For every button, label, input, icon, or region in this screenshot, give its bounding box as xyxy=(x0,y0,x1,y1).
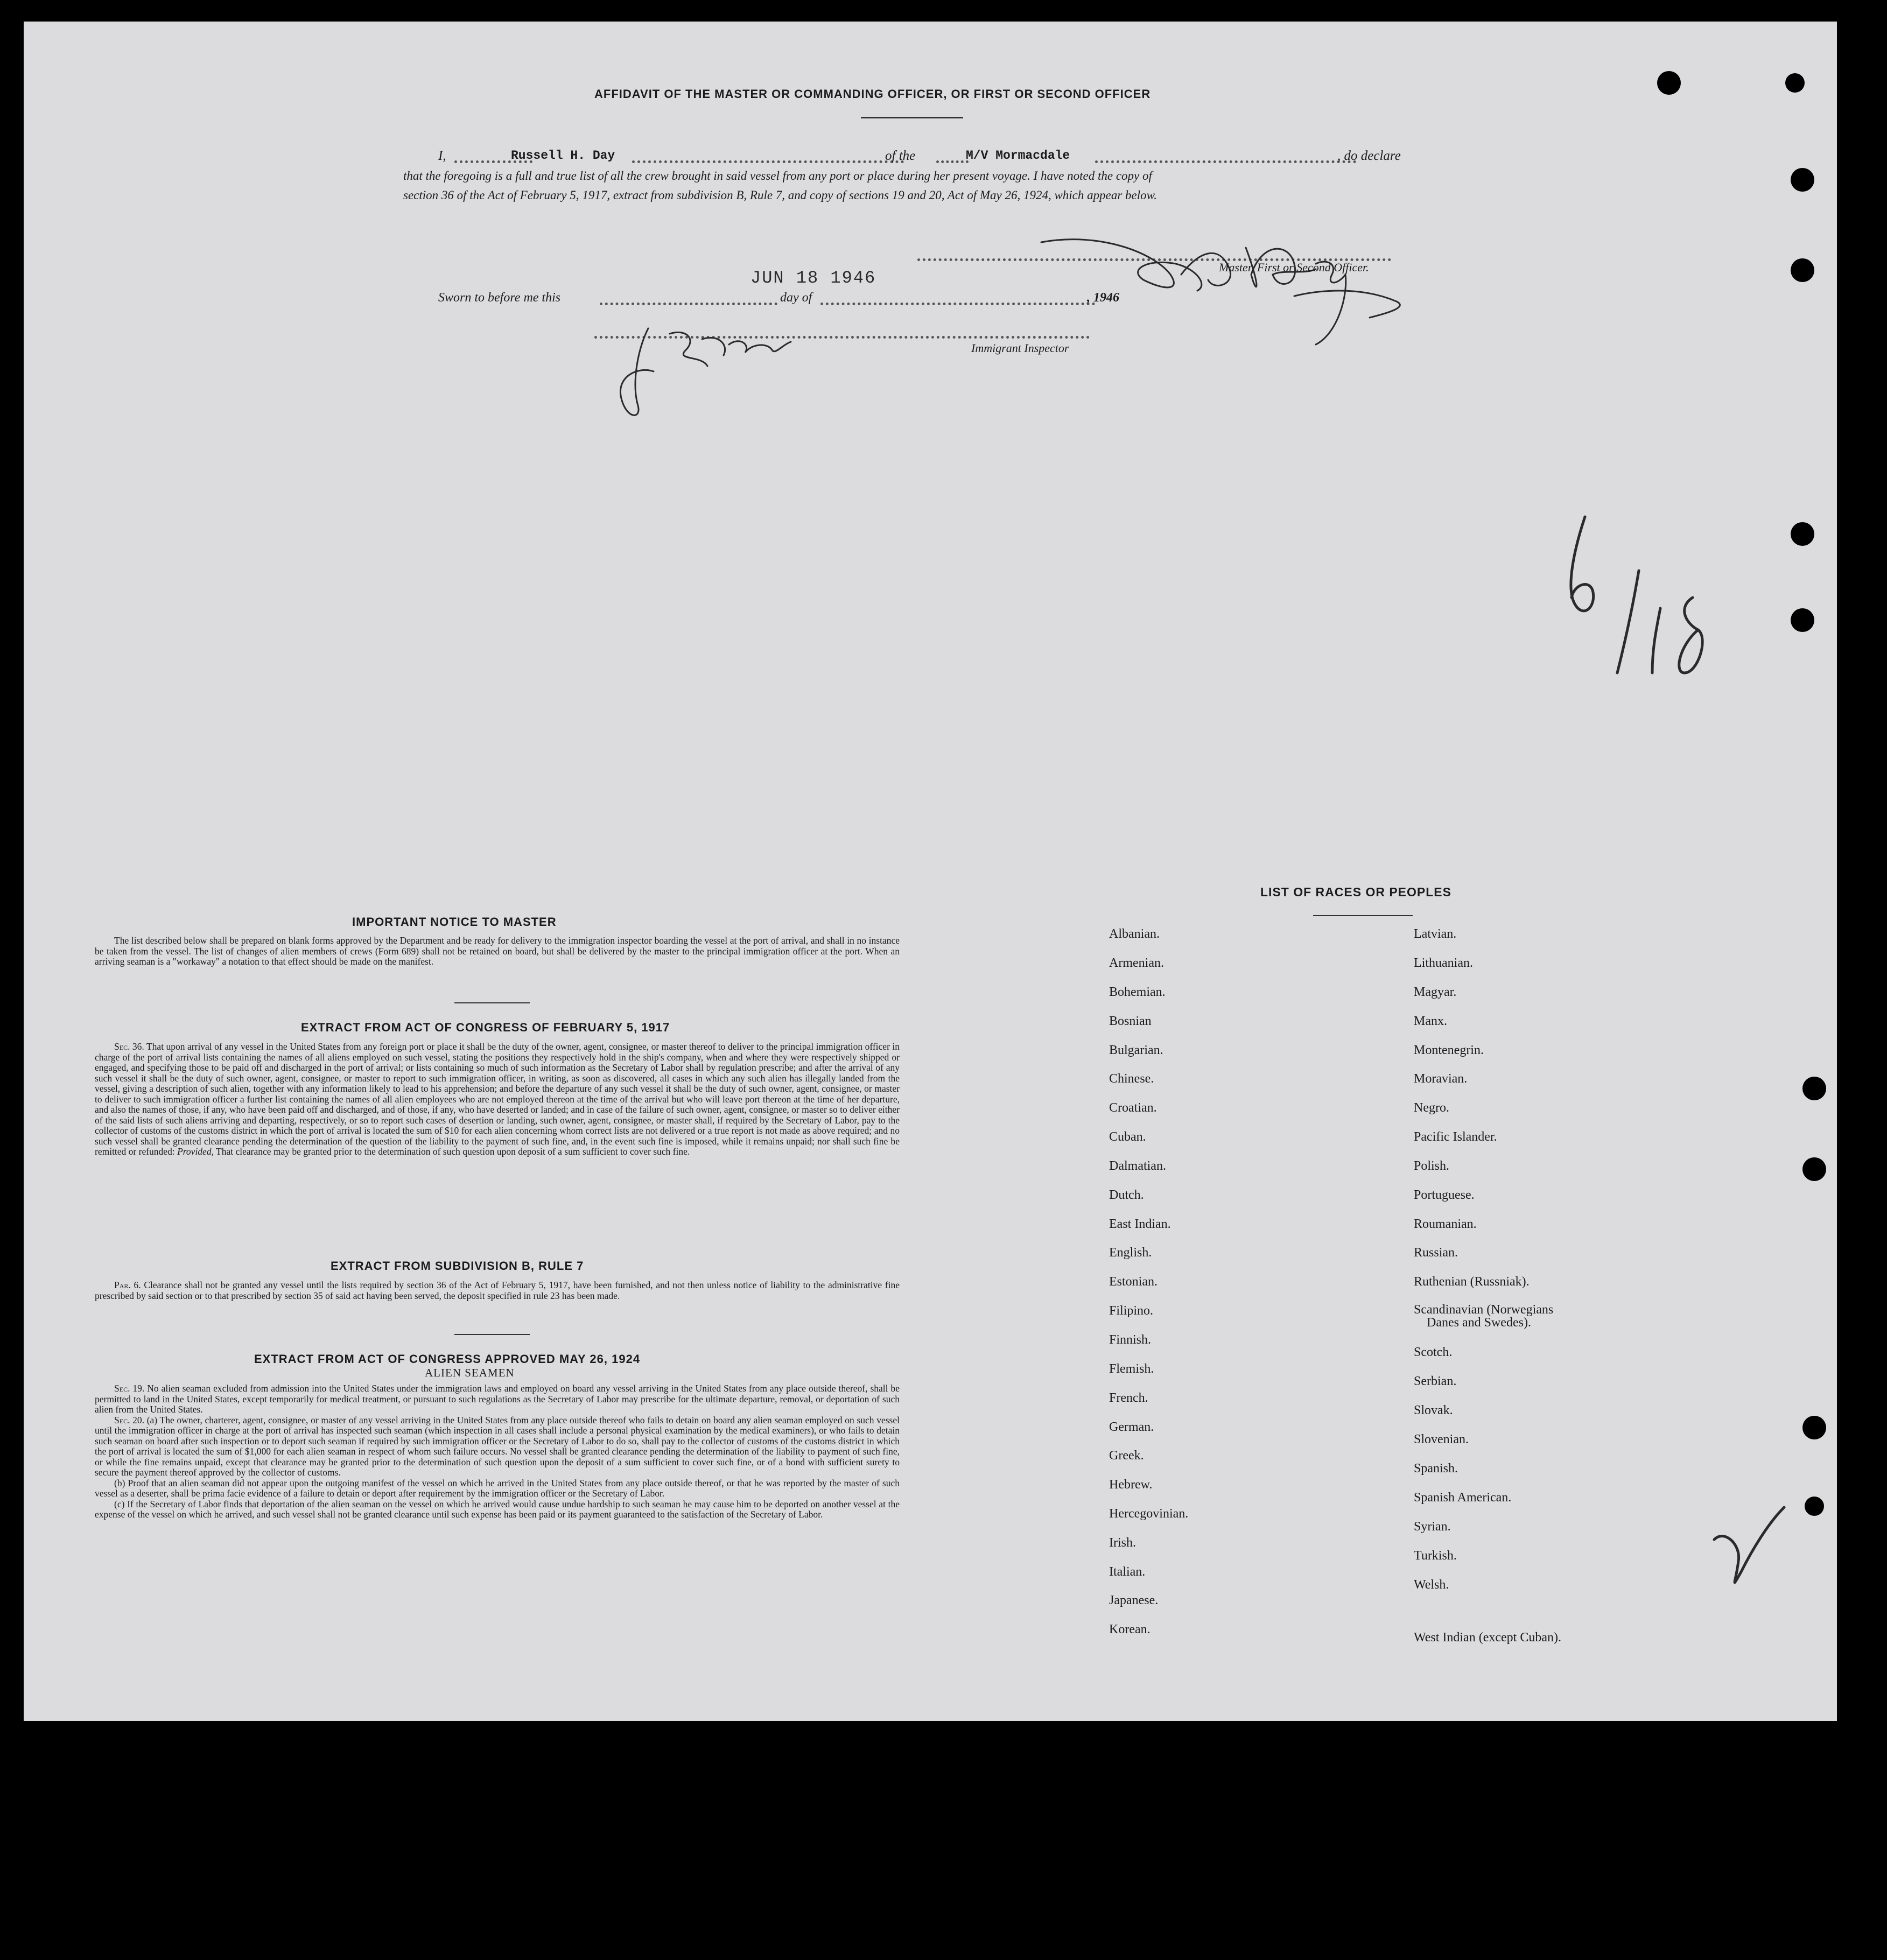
race-left: East Indian. xyxy=(1109,1217,1171,1231)
extract-1924-text: Sec. 19. No alien seaman excluded from admission into the United States under the immigration laws and employed on board any vessel arriving in the United States from any place outside thereof, shall be permitted to land in the United States, except temporarily for medical treatment, or pursuant to such regulations as the Secretary of Labor may prescribe for the ultimate departure, removal, or deportation of such alien from the United States. Sec. 20. (a) The owner, charterer, agent, consignee, or master of any vessel arriving in the United States from any place outside thereof who fails to detain on board any alien seaman employed on such vessel until the immigration officer in charge at the port of arrival has inspected such seaman (which inspection in all cases shall include a personal physical examination by the medical examiners), or who fails to detain such seaman on board after such inspection or to deport such seaman if required by such immigration officer or the Secretary of Labor to do so, shall pay to the collector of customs of the customs district in which the port of arrival is located the sum of $1,000 for each alien seaman in respect of whom such failure occurs. No vessel shall be granted clearance pending the determination of the liability to payment of such fine, or while the fine remains unpaid, except that clearance may be granted prior to the determination of such question upon the deposit of a sum sufficient to cover such fine, or of a bond with sufficient surety to secure the payment thereof approved by the collector of customs. (b) Proof that an alien seaman did not appear upon the outgoing manifest of the vessel on which he arrived in the United States from any place outside thereof, or that he was reported by the master of such vessel as a deserter, shall be prima facie evidence of a failure to detain or deport after requirement by the immigration officer or the Secretary of Labor. (c) If the Secretary of Labor finds that deportation of the alien seaman on the vessel on which he arrived would cause undue hardship to such seaman he may cause him to be deported on another vessel at the expense of the vessel on which he arrived, and such vessel shall not be granted clearance until such expense has been paid or its payment guaranteed to the satisfaction of the Secretary of Labor. xyxy=(95,1383,900,1520)
race-left: Bulgarian. xyxy=(1109,1043,1163,1057)
race-left: Flemish. xyxy=(1109,1362,1154,1376)
race-right: Negro. xyxy=(1414,1101,1449,1115)
date-stamp: JUN 18 1946 xyxy=(750,268,876,288)
race-left: Estonian. xyxy=(1109,1275,1158,1289)
race-right: Scandinavian (Norwegians xyxy=(1414,1303,1554,1317)
race-left: Hercegovinian. xyxy=(1109,1507,1189,1521)
binder-hole xyxy=(1657,71,1681,95)
handwritten-margin-note xyxy=(1553,495,1714,700)
section-label: Sec. 19. xyxy=(114,1383,145,1394)
binder-hole xyxy=(1791,522,1814,546)
race-right: Russian. xyxy=(1414,1246,1458,1260)
races-divider xyxy=(1313,915,1413,916)
race-right: Spanish. xyxy=(1414,1462,1458,1476)
vessel-name: M/V Mormacdale xyxy=(966,149,1070,163)
race-left: Hebrew. xyxy=(1109,1478,1153,1492)
section-label: Sec. 20. xyxy=(114,1414,145,1425)
race-right: Turkish. xyxy=(1414,1549,1457,1563)
race-right: Danes and Swedes). xyxy=(1427,1316,1531,1330)
extract-1924-title: EXTRACT FROM ACT OF CONGRESS APPROVED MAY 26, 1924 xyxy=(254,1352,641,1366)
race-right: Ruthenian (Russniak). xyxy=(1414,1275,1530,1289)
notice-text: The list described below shall be prepared on blank forms approved by the Department and be ready for delivery to the immigration inspector boarding the vessel at the port of arrival, and shall in no instance be taken from the vessel. The list of changes of alien members of crews (Form 689) shall not be retained on board, but shall be delivered by the master to the principal immigration officer at the port. When an arriving seaman is a "workaway" a notation to that effect should be made on the manifest. xyxy=(95,935,900,967)
inspector-caption: Immigrant Inspector xyxy=(971,341,1069,355)
race-left: Italian. xyxy=(1109,1565,1146,1579)
race-right: Scotch. xyxy=(1414,1345,1453,1359)
affidavit-i-label: I, xyxy=(438,149,446,163)
inspector-signature xyxy=(605,312,799,431)
race-left: Finnish. xyxy=(1109,1333,1152,1347)
race-right: Roumanian. xyxy=(1414,1217,1477,1231)
binder-hole xyxy=(1791,168,1814,192)
race-right: Montenegrin. xyxy=(1414,1043,1484,1057)
section-divider xyxy=(454,1002,530,1003)
document-page xyxy=(24,22,1837,1721)
race-left: Dutch. xyxy=(1109,1188,1144,1202)
binder-hole xyxy=(1802,1416,1826,1439)
handwritten-check-mark xyxy=(1709,1497,1790,1604)
race-right: Magyar. xyxy=(1414,985,1457,999)
race-left: Dalmatian. xyxy=(1109,1159,1166,1173)
race-right: Portuguese. xyxy=(1414,1188,1475,1202)
signature-caption: Master, First or Second Officer. xyxy=(1219,261,1369,274)
paragraph-label: Par. 6. xyxy=(114,1280,141,1290)
section-label: Sec. 36. xyxy=(114,1041,144,1052)
race-right: Serbian. xyxy=(1414,1374,1457,1388)
extract-1924-subtitle: ALIEN SEAMEN xyxy=(425,1366,515,1379)
binder-hole xyxy=(1791,608,1814,632)
binder-hole xyxy=(1791,258,1814,282)
binder-hole xyxy=(1802,1157,1826,1181)
race-left: French. xyxy=(1109,1391,1148,1405)
race-left: Bosnian xyxy=(1109,1014,1152,1028)
race-left: English. xyxy=(1109,1246,1152,1260)
race-right: Syrian. xyxy=(1414,1520,1451,1534)
dots xyxy=(1095,160,1356,163)
year: , 1946 xyxy=(1087,291,1119,305)
extract-1917-text: Sec. 36. That upon arrival of any vessel in the United States from any foreign port or place it shall be the duty of the owner, agent, consignee, or master thereof to deliver to the principal immigration officer in charge of the port of arrival lists containing the names of all aliens employed on such vessel, stating the positions they respectively hold in the ship's company, when and where they were respectively shipped or engaged, and specifying those to be paid off and discharged in the port of arrival; or lists containing so much of such information as the Secretary of Labor shall by regulation prescribe; and after the arrival of any such vessel it shall be the duty of such owner, agent, consignee, or master to report to such immigration officer, in writing, as soon as discovered, all cases in which any such alien has illegally landed from the vessel, giving a description of such alien, together with any information likely to lead to his apprehension; and before the departure of any such vessel it shall be the duty of such owner, agent, consignee, or master to deliver to such immigration officer a further list containing the names of all alien employees who are not employed thereon at the time of the arrival but who will leave port thereon at the time of her departure, and also the names of those, if any, who have been paid off and discharged, and of those, if any, who have deserted or landed; and in case of the failure of such owner, agent, consignee, or master so to deliver either of the said lists of such aliens arriving and departing, respectively, or so to report such cases of desertion or landing, such owner, agent, consignee, or master shall, if required by the Secretary of Labor, pay to the collector of customs of the customs district in which the port of arrival is located the sum of $10 for each alien concerning whom correct lists are not delivered or a true report is not made as above required; and no such vessel shall be granted clearance pending the determination of the question of the liability to the payment of such fine, and, in the event such fine is imposed, while it remains unpaid; nor shall such fine be remitted or refunded: Provided, That clearance may be granted prior to the determination of such question upon deposit of a sum sufficient to cover such fine. xyxy=(95,1041,900,1157)
extract-rule7-text: Par. 6. Clearance shall not be granted any vessel until the lists required by section 36 of the Act of February 5, 1917, have been furnished, and not then unless notice of liability to the administrative fine prescribed by said section or to that prescribed by section 35 of said act having been served, the deposit specified in rule 23 has been made. xyxy=(95,1280,900,1301)
day-of-label: day of xyxy=(780,291,812,305)
race-right: Moravian. xyxy=(1414,1072,1468,1086)
affidavit-line-2: that the foregoing is a full and true list of all the crew brought in said vessel from any port or place during her present voyage. I have noted the copy of xyxy=(403,169,1152,182)
binder-hole xyxy=(1785,73,1805,93)
race-left: Albanian. xyxy=(1109,927,1160,941)
race-right: Slovenian. xyxy=(1414,1432,1469,1446)
race-right: Slovak. xyxy=(1414,1403,1453,1417)
race-left: Greek. xyxy=(1109,1449,1144,1463)
section-divider xyxy=(454,1334,530,1335)
race-left: German. xyxy=(1109,1420,1154,1434)
affidavit-line-3: section 36 of the Act of February 5, 1917, extract from subdivision B, Rule 7, and copy of sections 19 and 20, Act of May 26, 1924, which appear below. xyxy=(403,188,1158,202)
binder-hole xyxy=(1805,1497,1824,1516)
extract-rule7-title: EXTRACT FROM SUBDIVISION B, RULE 7 xyxy=(331,1259,584,1273)
of-the-label: of the xyxy=(885,149,916,163)
race-right: Welsh. xyxy=(1414,1578,1449,1592)
race-left: Filipino. xyxy=(1109,1304,1154,1318)
master-name: Russell H. Day xyxy=(511,149,615,163)
race-left: Irish. xyxy=(1109,1536,1136,1550)
master-signature xyxy=(1036,210,1423,350)
dots xyxy=(632,160,904,163)
dots xyxy=(820,303,1095,305)
title-divider xyxy=(861,117,963,118)
dots xyxy=(600,303,777,305)
dots xyxy=(936,160,969,163)
sworn-label: Sworn to before me this xyxy=(438,291,561,305)
race-right: Manx. xyxy=(1414,1014,1447,1028)
race-left: Croatian. xyxy=(1109,1101,1157,1115)
race-left: Bohemian. xyxy=(1109,985,1166,999)
race-left: Japanese. xyxy=(1109,1593,1159,1607)
binder-hole xyxy=(1802,1077,1826,1100)
race-right: Spanish American. xyxy=(1414,1491,1512,1505)
race-right: Polish. xyxy=(1414,1159,1450,1173)
race-right: West Indian (except Cuban). xyxy=(1414,1631,1561,1645)
race-right: Pacific Islander. xyxy=(1414,1130,1497,1144)
do-declare-label: , do declare xyxy=(1337,149,1401,163)
affidavit-title: AFFIDAVIT OF THE MASTER OR COMMANDING OFFICER, OR FIRST OR SECOND OFFICER xyxy=(594,87,1151,101)
notice-title: IMPORTANT NOTICE TO MASTER xyxy=(352,915,557,929)
race-right: Latvian. xyxy=(1414,927,1457,941)
race-left: Chinese. xyxy=(1109,1072,1154,1086)
races-title: LIST OF RACES OR PEOPLES xyxy=(1260,885,1451,899)
race-right: Lithuanian. xyxy=(1414,956,1473,970)
race-left: Cuban. xyxy=(1109,1130,1146,1144)
extract-1917-title: EXTRACT FROM ACT OF CONGRESS OF FEBRUARY 5, 1917 xyxy=(301,1021,670,1034)
race-left: Armenian. xyxy=(1109,956,1164,970)
race-left: Korean. xyxy=(1109,1622,1151,1636)
